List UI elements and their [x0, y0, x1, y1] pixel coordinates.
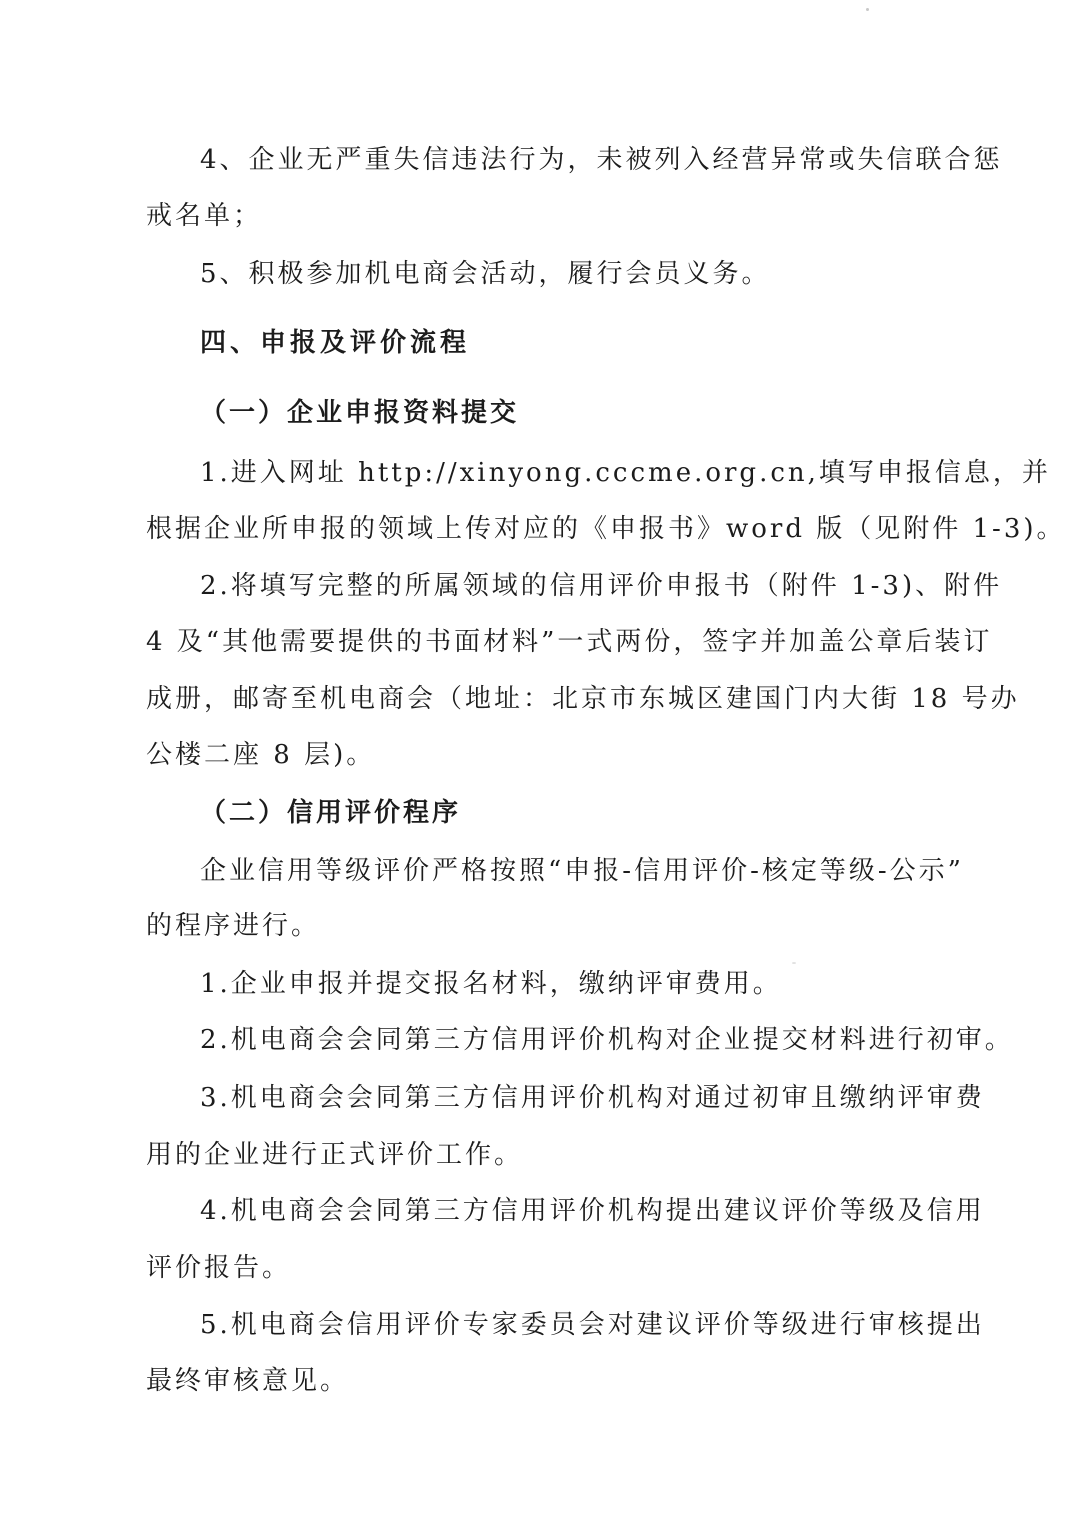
- paragraph-line: 4 及“其他需要提供的书面材料”一式两份，签字并加盖公章后装订: [146, 627, 993, 657]
- subsection-heading: （二）信用评价程序: [200, 798, 462, 828]
- scan-speck: [792, 962, 796, 964]
- paragraph-line: 2.机电商会会同第三方信用评价机构对企业提交材料进行初审。: [200, 1025, 1014, 1055]
- paragraph-line: 4、企业无严重失信违法行为，未被列入经营异常或失信联合惩: [200, 145, 1003, 175]
- paragraph-line: 公楼二座 8 层)。: [146, 740, 376, 770]
- paragraph-line: 评价报告。: [146, 1253, 292, 1283]
- paragraph-line: 4.机电商会会同第三方信用评价机构提出建议评价等级及信用: [200, 1196, 985, 1226]
- scan-speck: [866, 8, 869, 11]
- paragraph-line: 1.企业申报并提交报名材料，缴纳评审费用。: [200, 969, 782, 999]
- paragraph-line: 5、积极参加机电商会活动，履行会员义务。: [200, 259, 771, 289]
- paragraph-line: 的程序进行。: [146, 911, 321, 941]
- paragraph-line: 2.将填写完整的所属领域的信用评价申报书（附件 1-3)、附件: [200, 571, 1003, 601]
- paragraph-line: 1.进入网址 http://xinyong.cccme.org.cn,填写申报信息，并: [200, 458, 1051, 488]
- paragraph-line: 用的企业进行正式评价工作。: [146, 1140, 524, 1170]
- paragraph-line: 3.机电商会会同第三方信用评价机构对通过初审且缴纳评审费: [200, 1083, 985, 1113]
- paragraph-line: 戒名单；: [146, 201, 263, 231]
- paragraph-line: 最终审核意见。: [146, 1366, 350, 1396]
- paragraph-line: 成册，邮寄至机电商会（地址：北京市东城区建国门内大街 18 号办: [146, 684, 1020, 714]
- subsection-heading: （一）企业申报资料提交: [200, 398, 520, 428]
- section-heading: 四、申报及评价流程: [200, 328, 471, 358]
- paragraph-line: 5.机电商会信用评价专家委员会对建议评价等级进行审核提出: [200, 1310, 985, 1340]
- paragraph-line: 根据企业所申报的领域上传对应的《申报书》word 版（见附件 1-3)。: [146, 514, 1066, 544]
- paragraph-line: 企业信用等级评价严格按照“申报-信用评价-核定等级-公示”: [200, 856, 964, 886]
